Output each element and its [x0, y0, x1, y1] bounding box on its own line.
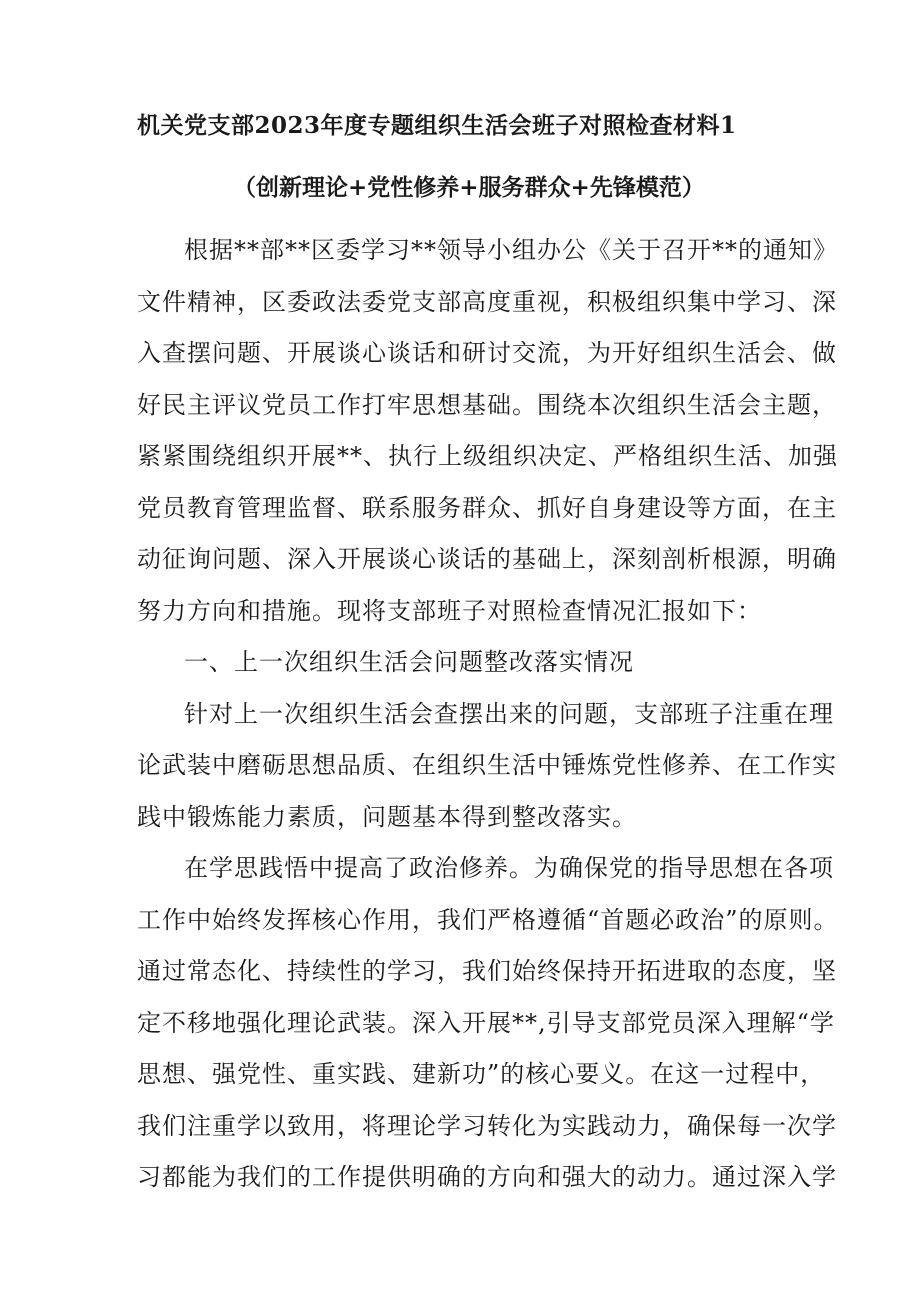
body-line: 根据**部**区委学习**领导小组办公《关于召开**的通知》 [184, 236, 838, 264]
body-line: 文件精神，区委政法委党支部高度重视，积极组织集中学习、深 [137, 287, 837, 316]
body-line: 在学思践悟中提高了政治修养。为确保党的指导思想在各项 [184, 854, 834, 882]
document-body [137, 232, 839, 1211]
body-line: 我们注重学以致用，将理论学习转化为实践动力，确保每一次学 [137, 1111, 837, 1140]
body-line: 动征询问题、深入开展谈心谈话的基础上，深刻剖析根源，明确 [137, 545, 837, 573]
body-line: 好民主评议党员工作打牢思想基础。围绕本次组织生活会主题， [137, 390, 837, 419]
document-title: 机关党支部2023年度专题组织生活会班子对照检查材料1 [137, 112, 737, 139]
body-line: 论武装中磨砺思想品质、在组织生活中锤炼党性修养、在工作实 [137, 751, 837, 779]
body-line: 紧紧围绕组织开展**、执行上级组织决定、严格组织生活、加强 [137, 442, 838, 470]
body-line: 针对上一次组织生活会查摆出来的问题，支部班子注重在理 [184, 699, 834, 728]
document-subtitle: （创新理论+党性修养+服务群众+先锋模范） [233, 174, 705, 201]
body-line: 思想、强党性、重实践、建新功”的核心要义。在这一过程中， [137, 1060, 826, 1088]
section-heading: 一、上一次组织生活会问题整改落实情况 [184, 648, 634, 676]
body-line: 通过常态化、持续性的学习，我们始终保持开拓进取的态度，坚 [137, 957, 837, 985]
body-line: 践中锻炼能力素质，问题基本得到整改落实。 [137, 802, 637, 831]
body-line: 党员教育管理监督、联系服务群众、抓好自身建设等方面，在主 [137, 493, 837, 522]
body-line: 努力方向和措施。现将支部班子对照检查情况汇报如下： [137, 596, 762, 625]
body-line: 习都能为我们的工作提供明确的方向和强大的动力。通过深入学 [137, 1163, 837, 1191]
body-line: 入查摆问题、开展谈心谈话和研讨交流，为开好组织生活会、做 [137, 339, 837, 367]
body-line: 定不移地强化理论武装。深入开展**,引导支部党员深入理解“学 [137, 1008, 835, 1037]
body-line: 工作中始终发挥核心作用，我们严格遵循“首题必政治”的原则。 [137, 905, 839, 934]
